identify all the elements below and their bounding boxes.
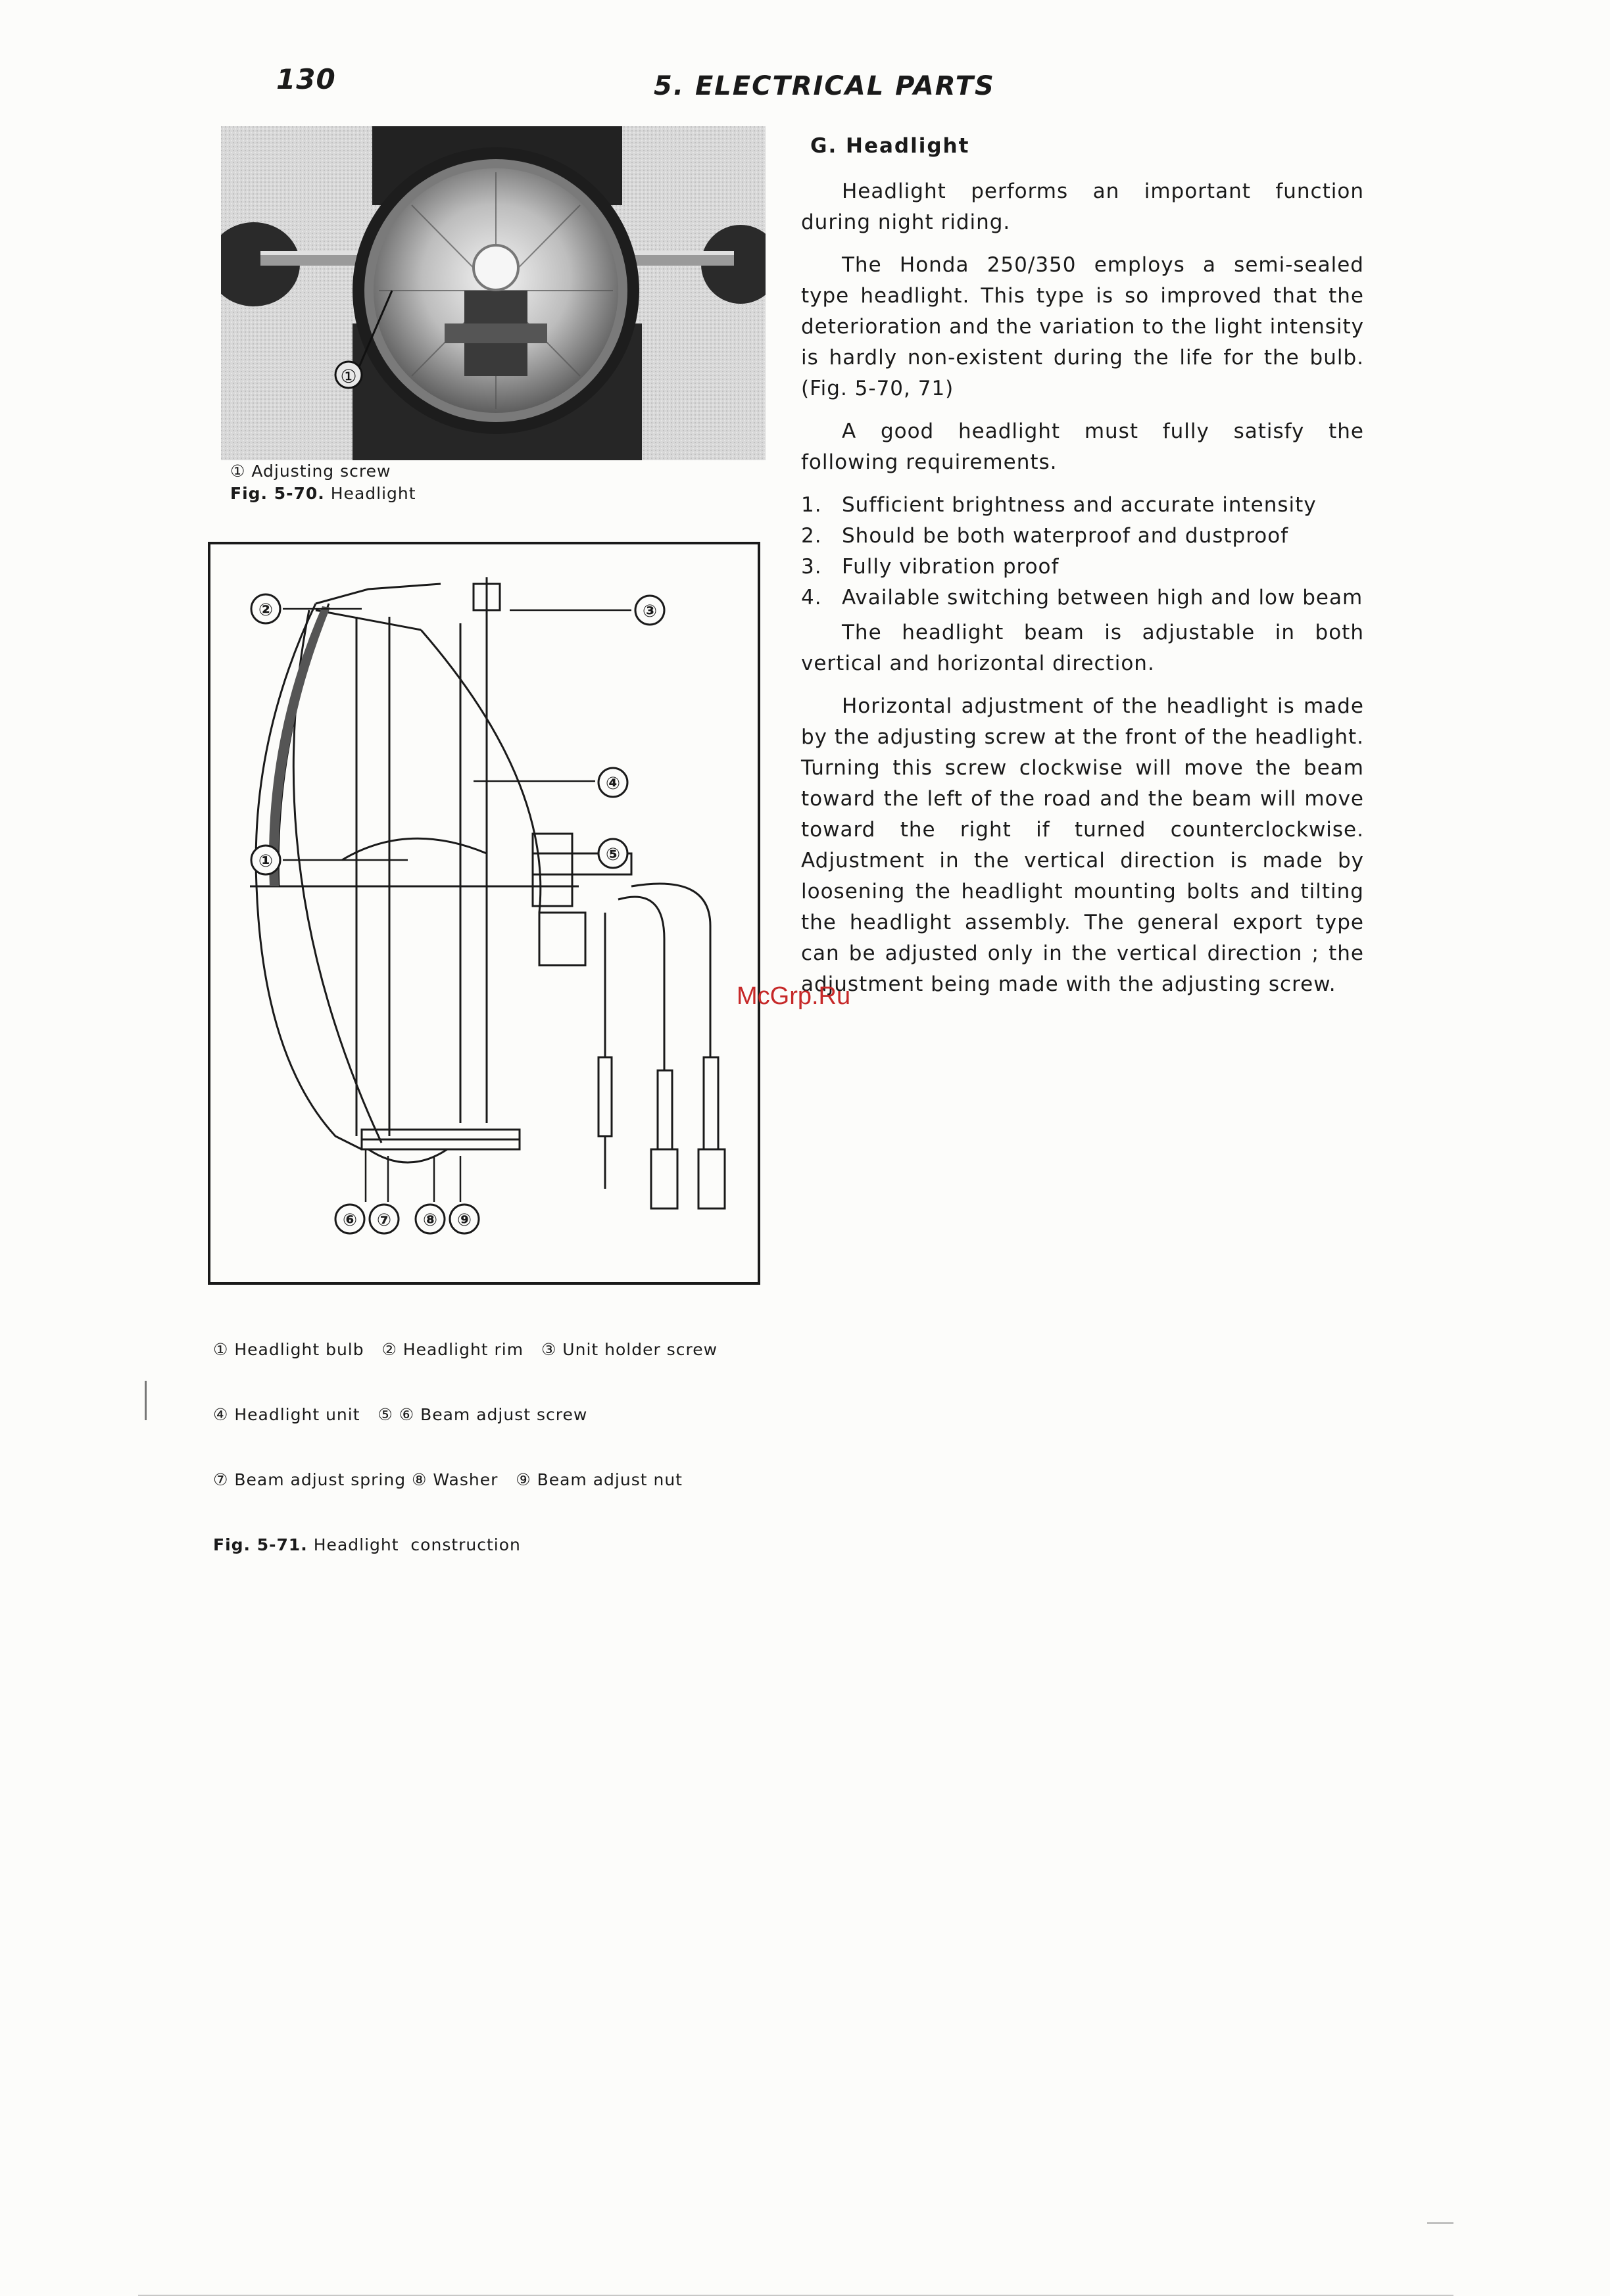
- list-item-text: Should be both waterproof and dustproof: [842, 524, 1289, 548]
- fig70-caption: [230, 460, 416, 505]
- diagram-callout-9: ⑨: [456, 1210, 472, 1230]
- diagram-callout-5: ⑤: [605, 845, 621, 865]
- section-heading: G. Headlight: [810, 134, 970, 158]
- fig70-title: Headlight: [324, 484, 416, 503]
- fig71-legend: [213, 1295, 718, 1577]
- diagram-callout-4: ④: [605, 774, 621, 794]
- headlight-construction-diagram: [208, 542, 760, 1285]
- requirements-list: [801, 490, 1364, 613]
- list-item-number: 2.: [801, 524, 822, 548]
- chapter-title: 5. ELECTRICAL PARTS: [654, 71, 995, 101]
- headlight-photo: [221, 126, 766, 460]
- scan-mark: [145, 1381, 147, 1420]
- list-item: [801, 490, 1364, 521]
- paragraph-2: The Honda 250/350 employs a semi-sealed type headlight. This type is so improved that the deterioration and the variation to the light intensity is hardly non-existent during the life for the bulb. (Fig. 5-70, 71): [801, 253, 1364, 400]
- list-item-number: 4.: [801, 586, 822, 610]
- list-item: [801, 583, 1364, 613]
- diagram-callout-6: ⑥: [342, 1210, 358, 1230]
- list-item: [801, 521, 1364, 552]
- fig70-figno: Fig. 5-70.: [230, 484, 325, 503]
- paragraph-1: Headlight performs an important function during night riding.: [801, 179, 1364, 234]
- paragraph-3: A good headlight must fully satisfy the following requirements.: [801, 419, 1364, 474]
- list-item-text: Sufficient brightness and accurate intensity: [842, 493, 1317, 517]
- diagram-drawing: [210, 544, 758, 1282]
- diagram-callout-3: ③: [642, 602, 658, 621]
- paragraph-5: Horizontal adjustment of the headlight is made by the adjusting screw at the front of the headlight. Turning this screw clockwise will move the beam toward the left of the road and the beam will move toward the right if turned counterclockwise. Adjustment in the vertical direction is made by loosening the headlight mounting bolts and tilting the headlight assembly. The general export type can be adjusted only in the vertical direction ; the adjustment being made with the adjusting screw.: [801, 694, 1364, 996]
- diagram-callout-1: ①: [258, 851, 274, 871]
- diagram-callout-7: ⑦: [376, 1210, 392, 1230]
- list-item-text: Available switching between high and low beam: [842, 586, 1363, 610]
- fig71-figno: Fig. 5-71.: [213, 1535, 308, 1554]
- list-item: [801, 552, 1364, 583]
- diagram-callout-8: ⑧: [422, 1210, 438, 1230]
- photo-callout-1: ①: [340, 366, 357, 387]
- fig71-legend-line2: ④ Headlight unit ⑤ ⑥ Beam adjust screw: [213, 1405, 588, 1424]
- fig70-caption-line1: ① Adjusting screw: [230, 462, 391, 481]
- fig71-legend-line1: ① Headlight bulb ② Headlight rim ③ Unit holder screw: [213, 1340, 718, 1359]
- list-item-text: Fully vibration proof: [842, 555, 1060, 579]
- diagram-callout-2: ②: [258, 600, 274, 620]
- list-item-number: 1.: [801, 493, 822, 517]
- fig71-legend-line3: ⑦ Beam adjust spring ⑧ Washer ⑨ Beam adjust nut: [213, 1470, 683, 1489]
- fig71-title: Headlight construction: [307, 1535, 521, 1554]
- list-item-number: 3.: [801, 555, 822, 579]
- body-text: [801, 176, 1364, 1012]
- paragraph-4: The headlight beam is adjustable in both vertical and horizontal direction.: [801, 621, 1364, 675]
- scan-mark: [1427, 2222, 1453, 2224]
- watermark-text: McGrp.Ru: [737, 982, 851, 1010]
- page-number: 130: [276, 63, 336, 95]
